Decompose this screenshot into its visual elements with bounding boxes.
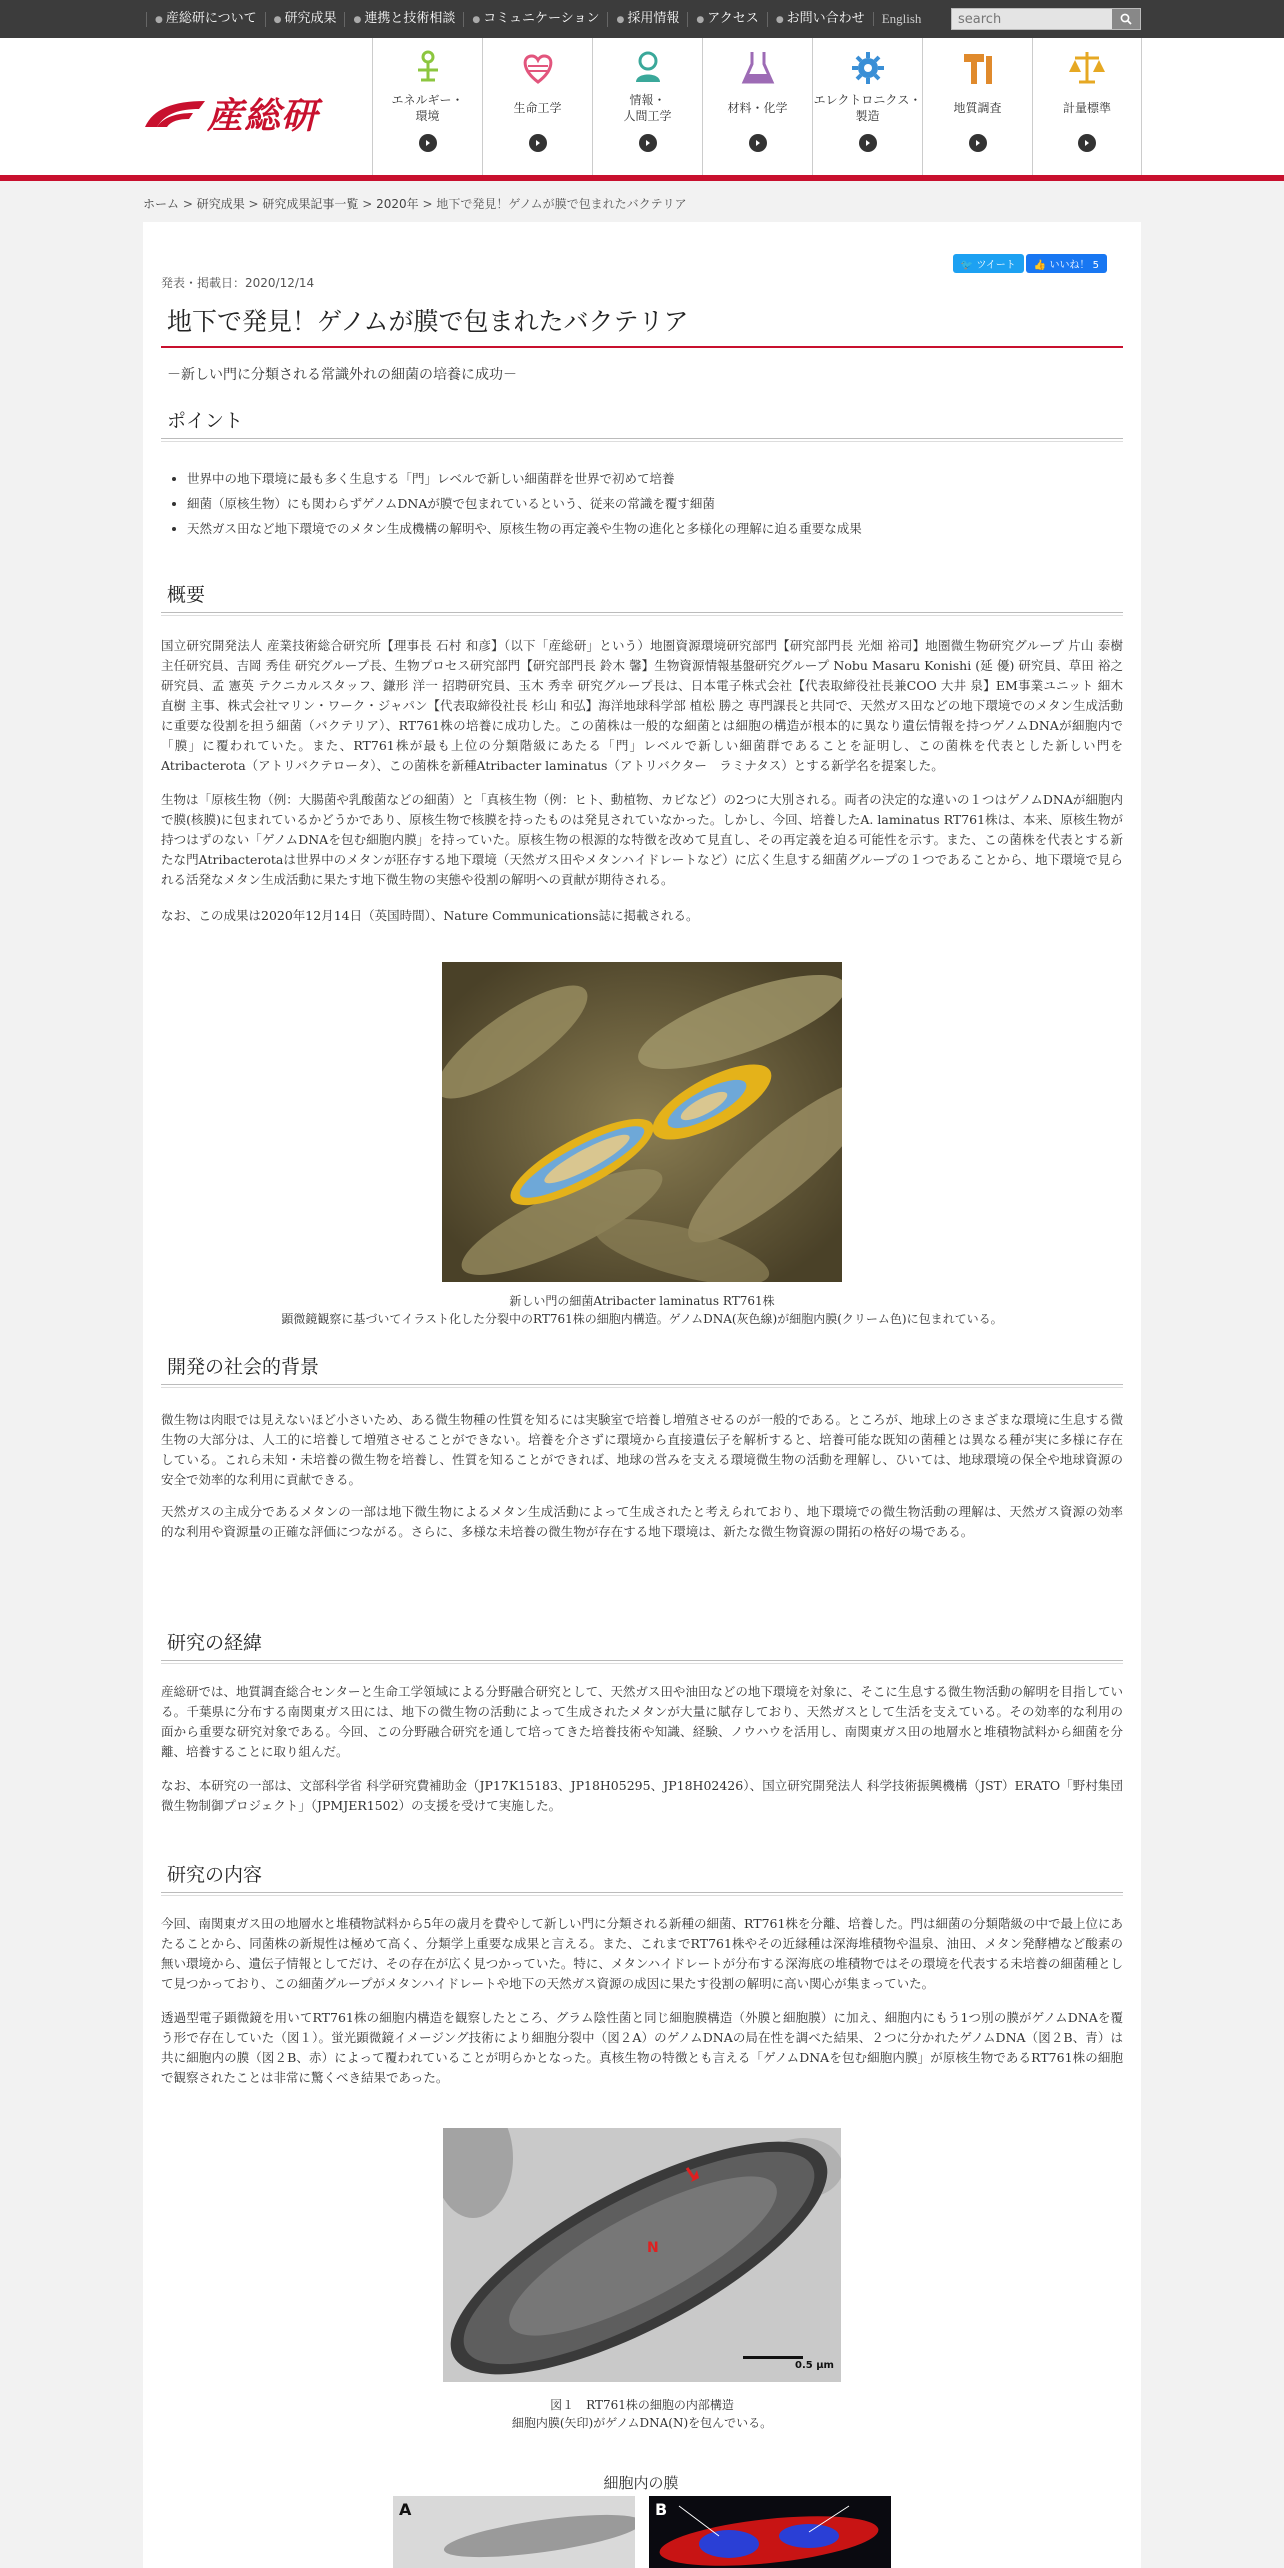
thumbs-up-icon: 👍 xyxy=(1033,260,1047,271)
chevron-right-icon xyxy=(639,134,657,152)
chevron-right-icon xyxy=(749,134,767,152)
breadcrumb-separator: > xyxy=(418,197,437,211)
section-heading-points: ポイント xyxy=(167,410,244,432)
top-link-label: コミュニケーション xyxy=(483,10,600,26)
chevron-right-icon xyxy=(529,134,547,152)
figure-label-a: A xyxy=(399,2500,412,2519)
figure-1-tem-image xyxy=(443,2128,841,2382)
figure-caption-line1: 新しい門の細菌Atribacter laminatus RT761株 xyxy=(509,1294,775,1308)
nav-label: 生命工学 xyxy=(513,101,562,115)
page-subtitle: －新しい門に分類される常識外れの細菌の培養に成功－ xyxy=(167,367,517,383)
breadcrumb-year[interactable]: 2020年 xyxy=(376,197,419,211)
nav-item-life-science[interactable] xyxy=(482,38,592,176)
article-card xyxy=(143,222,1141,2568)
figure-label-n: N xyxy=(647,2240,659,2256)
top-link-label: 研究成果 xyxy=(284,10,337,26)
list-item: • 世界中の地下環境に最も多く生息する「門」レベルで新しい細菌群を世界で初めて培養 xyxy=(187,466,862,491)
top-link-english[interactable]: English xyxy=(873,12,930,26)
section-divider xyxy=(161,1384,1123,1385)
nav-label: 材料・化学 xyxy=(727,101,788,115)
section-divider xyxy=(161,1387,1123,1388)
nav-label: エレクトロニクス・ 製造 xyxy=(813,93,922,123)
breadcrumb-home[interactable]: ホーム xyxy=(143,197,180,211)
site-logo[interactable] xyxy=(143,88,318,139)
figure-bacteria-illustration xyxy=(442,962,842,1282)
materials-chemistry-icon xyxy=(738,48,778,88)
social-buttons xyxy=(953,254,1107,273)
aist-logo-icon xyxy=(143,97,207,131)
breadcrumb-current: 地下で発見！ゲノムが膜で包まれたバクテリア xyxy=(436,197,687,211)
figure-2a-image xyxy=(393,2496,635,2568)
nav-item-information[interactable] xyxy=(592,38,702,176)
search-button[interactable] xyxy=(1112,9,1140,29)
top-link-label: お問い合わせ xyxy=(786,10,865,26)
background-paragraph-2: 天然ガスの主成分であるメタンの一部は地下微生物によるメタン生成活動によって生成されたと考えられており、地下環境での微生物活動の理解は、天然ガス資源の効率的な利用や資源量の正確な評価につながる。さらに、多様な未培養の微生物が存在する地下環境は、新たな微生物資源の開拓の格好の場である。 xyxy=(161,1504,1123,1539)
nav-item-materials[interactable] xyxy=(702,38,812,176)
header-divider xyxy=(0,175,1284,181)
breadcrumb-list[interactable]: 研究成果記事一覧 xyxy=(262,197,359,211)
breadcrumb-separator: > xyxy=(244,197,263,211)
search-input[interactable] xyxy=(952,9,1112,29)
nav-item-metrology[interactable] xyxy=(1032,38,1142,176)
top-link-label: 採用情報 xyxy=(627,10,680,26)
twitter-icon: 🐦 xyxy=(960,260,974,271)
top-link-label: アクセス xyxy=(707,10,759,26)
nav-item-geology[interactable] xyxy=(922,38,1032,176)
electronics-manufacturing-icon xyxy=(848,48,888,88)
top-nav-links xyxy=(146,0,929,38)
chevron-right-icon xyxy=(419,134,437,152)
nav-item-energy[interactable] xyxy=(372,38,482,176)
top-bar xyxy=(0,0,1284,38)
list-item: • 細菌（原核生物）にも関わらずゲノムDNAが膜で包まれているという、従来の常識を覆す細菌 xyxy=(187,491,862,516)
nav-label: 地質調査 xyxy=(953,101,1002,115)
fluorescence-image xyxy=(649,2496,891,2568)
energy-environment-icon xyxy=(408,48,448,88)
history-paragraph-1: 産総研では、地質調査総合センターと生命工学領域による分野融合研究として、天然ガス田や油田などの地下環境を対象に、そこに生息する微生物活動の解明を目指している。千葉県に分布する南関東ガス田には、地下の微生物の活動によって生成されたメタンが大量に賦存しており、天然ガスとして生活を支えている。その効率的な利用の面から重要な研究対象である。今回、この分野融合研究を通して培ってきた培養技術や知識、経験、ノウハウを活用し、南関東ガス田の地層水と堆積物試料から細菌を分離、培養することに取り組んだ。 xyxy=(161,1684,1123,1759)
figure-1-caption-line1: 図１ RT761株の細胞の内部構造 xyxy=(550,2398,734,2412)
section-divider xyxy=(161,1892,1123,1893)
section-divider xyxy=(161,438,1123,439)
like-button[interactable] xyxy=(1026,254,1107,273)
section-divider xyxy=(161,1660,1123,1661)
section-heading-history: 研究の経緯 xyxy=(167,1632,263,1654)
section-divider xyxy=(161,1663,1123,1664)
content-paragraph-1: 今回、南関東ガス田の地層水と堆積物試料から5年の歳月を費やして新しい門に分類される新種の細菌、RT761株を分離、培養した。門は細菌の分類階級の中で最上位にあたることから、同菌株の新規性は極めて高く、分類学上重要な成果と言える。また、これまでRT761株やその近縁種は深海堆積物や温泉、油田、メタン発酵槽など酸素の無い環境から、遺伝子情報としてだけ、その存在が広く見つかっていた。特に、メタンハイドレートが分布する深海底の堆積物ではその環境を代表する未培養の細菌種として見つかっており、この細菌グループがメタンハイドレートや地下の天然ガス資源の成因に果たす役割の解明に高い関心が集まっていた。 xyxy=(161,1916,1123,1991)
figure-2-title: 細胞内の膜 xyxy=(603,2474,679,2492)
section-heading-content: 研究の内容 xyxy=(167,1864,263,1886)
section-divider xyxy=(161,1895,1123,1896)
figure-2b-image xyxy=(649,2496,891,2568)
scale-bar-label: 0.5 μm xyxy=(795,2360,834,2371)
list-item: • 天然ガス田など地下環境でのメタン生成機構の解明や、原核生物の再定義や生物の進化と多様化の理解に迫る重要な成果 xyxy=(187,516,862,541)
top-link-recruit[interactable]: ● 採用情報 xyxy=(607,12,687,27)
phase-contrast-image xyxy=(393,2496,635,2568)
bacteria-illustration-image xyxy=(442,962,842,1282)
section-divider xyxy=(161,441,1123,442)
top-link-label: 連携と技術相談 xyxy=(364,10,456,26)
figure-1-caption-line2: 細胞内膜(矢印)がゲノムDNA(N)を包んでいる。 xyxy=(511,2416,773,2430)
chevron-right-icon xyxy=(859,134,877,152)
section-heading-background: 開発の社会的背景 xyxy=(167,1356,320,1378)
points-list xyxy=(187,466,862,541)
chevron-right-icon xyxy=(969,134,987,152)
top-link-about[interactable]: ● 産総研について xyxy=(146,12,265,27)
breadcrumb-separator: > xyxy=(179,197,197,211)
chevron-right-icon xyxy=(1078,134,1096,152)
top-link-label: 産総研について xyxy=(165,10,257,26)
top-link-contact[interactable]: ● お問い合わせ xyxy=(767,12,873,27)
section-heading-overview: 概要 xyxy=(167,584,206,606)
nav-label: エネルギー・ 環境 xyxy=(391,93,464,123)
search-icon xyxy=(1120,13,1132,25)
overview-paragraph-2: 生物は「原核生物（例：大腸菌や乳酸菌などの細菌）と「真核生物（例：ヒト、動植物、カビなど）の2つに大別される。両者の決定的な違いの１つはゲノムDNAが細胞内で膜(核膜)に包まれているかどうかであり、原核生物で核膜を持ったものは発見されていなかった。しかし、今回、培養したA. laminatus RT761株は、本来、原核生物が持つはずのない「ゲノムDNAを包む細胞内膜」を持っていた。原核生物の根源的な特徴を改めて見直し、その再定義を迫る可能性を示す。また、この菌株を代表とする新たな門Atribacterotaは世界中のメタンが胚存する地下環境（天然ガス田やメタンハイドレートなど）に広く生息する細菌グループの１つであることから、地下環境で見られる活発なメタン生成活動に果たす地下微生物の実態や役割の解明への貢献が期待される。 xyxy=(161,792,1123,887)
main-nav xyxy=(372,38,1142,176)
top-link-collaboration[interactable]: ● 連携と技術相談 xyxy=(344,12,463,27)
section-divider xyxy=(161,612,1123,613)
background-paragraph-1: 微生物は肉眼では見えないほど小さいため、ある微生物種の性質を知るには実験室で培養し増殖させるのが一般的である。ところが、地球上のさまざまな環境に生息する微生物の大部分は、人工的に培養して増殖させることができない。培養を介さずに環境から直接遺伝子を解析すると、培養可能な既知の菌種とは異なる種が実に多様に存在している。これら未知・未培養の微生物を培養し、性質を知ることができれば、地球の営みを支える環境微生物の活動を理解し、ひいては、地球環境の保全や地球資源の安全で効率的な利用に貢献できる。 xyxy=(161,1412,1124,1487)
tweet-button[interactable] xyxy=(953,254,1024,273)
overview-paragraph-1: 国立研究開発法人 産業技術総合研究所【理事長 石村 和彦】（以下「産総研」という）地圏資源環境研究部門【研究部門長 光畑 裕司】地圏微生物研究グループ 片山 泰樹 主任研究員、吉岡 秀佳 研究グループ長、生物プロセス研究部門【研究部門長 鈴木 馨】生物資源情報基盤研究グループ Nobu Masaru Konishi (延 優) 研究員、草田 裕之 研究員、孟 憲英 テクニカルスタッフ、鎌形 洋一 招聘研究員、玉木 秀幸 研究グループ長は、日本電子株式会社【代表取締役社長兼COO 大井 泉】EM事業ユニット 細木 直樹 主事、株式会社マリン・ワーク・ジャパン【代表取締役社長 杉山 和弘】海洋地球科学部 植松 勝之 専門課長と共同で、天然ガス田などの地下環境でのメタン生成活動に重要な役割を担う細菌（バクテリア）、RT761株の培養に成功した。この菌株は一般的な細菌とは細胞の構造が根本的に異なり遺伝情報を持つゲノムDNAが細胞内で「膜」に覆われていた。また、RT761株が最も上位の分類階級にあたる「門」レベルで新しい細菌群であることを証明し、この菌株を代表とした新しい門をAtribacterota（アトリバクテロータ）、この菌株を新種Atribacter laminatus（アトリバクター ラミナタス）とする新学名を提案した。 xyxy=(161,638,1123,773)
top-link-communication[interactable]: ● コミュニケーション xyxy=(463,12,607,27)
page-title: 地下で発見！ゲノムが膜で包まれたバクテリア xyxy=(167,307,689,336)
overview-paragraph-3: なお、この成果は2020年12月14日（英国時間）、Nature Communications誌に掲載される。 xyxy=(161,908,699,923)
logo-text: 産総研 xyxy=(207,96,319,137)
section-divider xyxy=(161,615,1123,616)
geological-survey-icon xyxy=(958,48,998,88)
information-human-icon xyxy=(628,48,668,88)
search-box xyxy=(951,8,1141,30)
nav-item-electronics[interactable] xyxy=(812,38,922,176)
top-link-results[interactable]: ● 研究成果 xyxy=(265,12,345,27)
like-label: いいね！ 5 xyxy=(1049,260,1099,271)
breadcrumb-results[interactable]: 研究成果 xyxy=(196,197,245,211)
history-paragraph-2: なお、本研究の一部は、文部科学省 科学研究費補助金（JP17K15183、JP18H05295、JP18H02426）、国立研究開発法人 科学技術振興機構（JST）ERATO「野村集団微生物制御プロジェクト」（JPMJER1502）の支援を受けて実施した。 xyxy=(161,1778,1123,1813)
publish-date: 発表・掲載日：2020/12/14 xyxy=(161,276,315,290)
tweet-label: ツイート xyxy=(976,260,1016,271)
content-paragraph-2: 透過型電子顕微鏡を用いてRT761株の細胞内構造を観察したところ、グラム陰性菌と同じ細胞膜構造（外膜と細胞膜）に加え、細胞内にもう1つ別の膜がゲノムDNAを覆う形で存在していた（図１）。蛍光顕微鏡イメージング技術により細胞分裂中（図２A）のゲノムDNAの局在性を調べた結果、２つに分かれたゲノムDNA（図２B、青）は共に細胞内の膜（図２B、赤）によって覆われていることが明らかとなった。真核生物の特徴とも言える「ゲノムDNAを包む細胞内膜」が原核生物であるRT761株の細胞で観察されたことは非常に驚くべき結果であった。 xyxy=(161,2010,1123,2085)
figure-label-b: B xyxy=(655,2500,668,2519)
tem-micrograph-image xyxy=(443,2128,841,2382)
metrology-icon xyxy=(1067,48,1107,88)
breadcrumb-separator: > xyxy=(358,197,377,211)
figure-caption-line2: 顕微鏡観察に基づいてイラスト化した分裂中のRT761株の細胞内構造。ゲノムDNA(灰色線)が細胞内膜(クリーム色)に包まれている。 xyxy=(281,1312,1003,1326)
nav-label: 情報・ 人間工学 xyxy=(623,93,672,123)
breadcrumb xyxy=(143,195,687,212)
title-underline xyxy=(161,346,1123,348)
nav-label: 計量標準 xyxy=(1062,101,1111,115)
top-link-access[interactable]: ● アクセス xyxy=(687,12,766,27)
life-science-icon xyxy=(518,48,558,88)
